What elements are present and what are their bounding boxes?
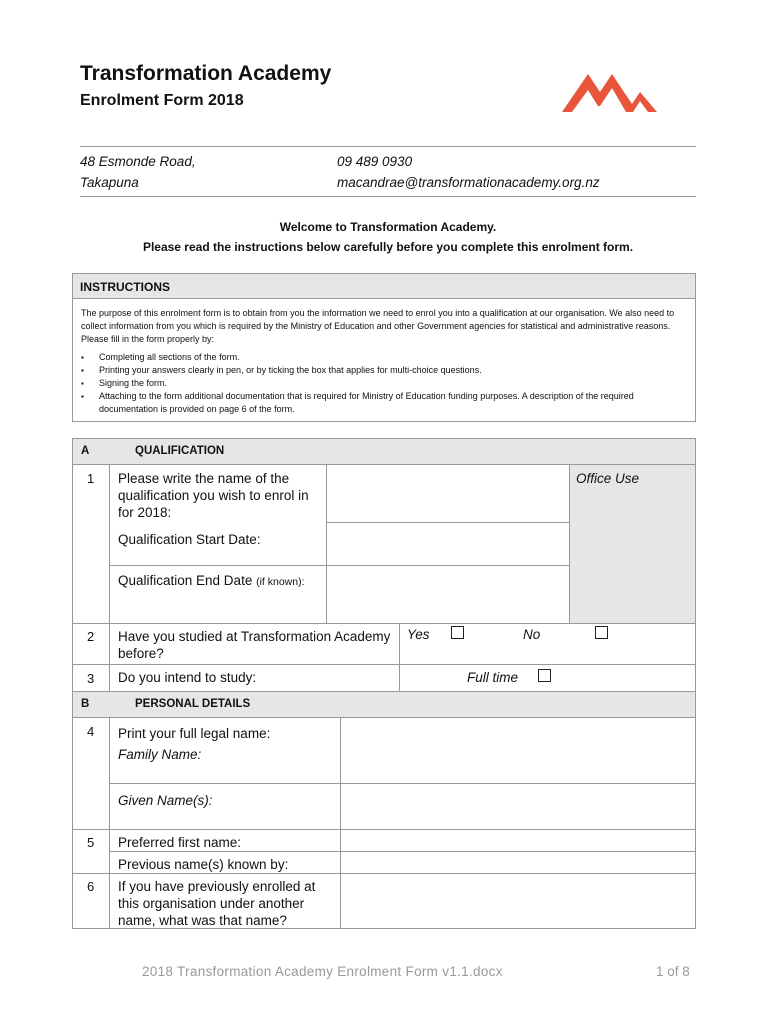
yes-label: Yes xyxy=(407,627,430,642)
question-4-label: Print your full legal name: xyxy=(118,726,271,741)
column-divider xyxy=(399,623,400,691)
question-2-label: Have you studied at Transformation Academy before? xyxy=(118,629,391,661)
contact-divider xyxy=(80,196,696,197)
question-5-number: 5 xyxy=(87,835,95,850)
end-date-input[interactable] xyxy=(327,566,569,623)
office-use-cell xyxy=(569,464,695,623)
list-item: ▪ Signing the form. xyxy=(81,377,686,390)
question-3-number: 3 xyxy=(87,671,95,686)
row-divider xyxy=(73,623,695,624)
footer-document-name: 2018 Transformation Academy Enrolment Form v1.1.docx xyxy=(142,964,503,979)
question-6-label: If you have previously enrolled at this organisation under another name, what was that name? xyxy=(118,879,316,928)
previous-names-input[interactable] xyxy=(341,852,695,873)
section-b-letter: B xyxy=(81,698,90,710)
question-2-number: 2 xyxy=(87,629,95,644)
page-number: 1 of 8 xyxy=(656,964,690,979)
other-name-input[interactable] xyxy=(341,874,695,928)
phone-number: 09 489 0930 xyxy=(337,154,413,169)
end-date-label xyxy=(118,572,305,591)
mountain-logo-icon xyxy=(560,70,660,115)
welcome-line-1: Welcome to Transformation Academy. xyxy=(279,220,497,234)
header-divider xyxy=(80,146,696,147)
section-a-letter: A xyxy=(81,445,90,457)
end-date-note: (if known): xyxy=(256,576,305,588)
instructions-paragraph: The purpose of this enrolment form is to obtain from you the information we need to enrol you into a qualification at our organisation. We also need to collect information from you which is required by the Ministry of Education and other Government agencies for statistical and administrative reasons. Please fill in the form properly by: xyxy=(81,308,675,344)
column-divider xyxy=(109,717,110,928)
section-b-heading: PERSONAL DETAILS xyxy=(135,698,251,710)
welcome-line-2: Please read the instructions below carefully before you complete this enrolment form. xyxy=(142,240,634,254)
instructions-box xyxy=(72,273,696,422)
row-divider xyxy=(73,691,695,692)
full-time-checkbox[interactable] xyxy=(538,669,551,682)
family-name-input[interactable] xyxy=(341,718,695,783)
question-3-label: Do you intend to study: xyxy=(118,670,257,685)
no-checkbox[interactable] xyxy=(595,626,608,639)
start-date-label: Qualification Start Date: xyxy=(118,532,261,547)
full-time-label: Full time xyxy=(467,670,519,685)
question-6-number: 6 xyxy=(87,879,95,894)
preferred-name-input[interactable] xyxy=(341,830,695,851)
column-divider xyxy=(109,464,110,691)
section-a-heading: QUALIFICATION xyxy=(135,445,225,457)
address-line-1: 48 Esmonde Road, xyxy=(80,154,196,169)
question-4-number: 4 xyxy=(87,724,95,739)
document-subtitle: Enrolment Form 2018 xyxy=(80,92,244,109)
question-1-label: Please write the name of the qualification you wish to enrol in for 2018: xyxy=(118,471,309,520)
no-label: No xyxy=(523,627,541,642)
instructions-heading: INSTRUCTIONS xyxy=(73,274,695,299)
address-block xyxy=(80,151,196,193)
office-use-label: Office Use xyxy=(576,471,640,486)
list-item: ▪ Printing your answers clearly in pen, or by ticking the box that applies for multi-choice questions. xyxy=(81,364,686,377)
yes-checkbox[interactable] xyxy=(451,626,464,639)
given-names-input[interactable] xyxy=(341,784,695,829)
email-address: macandrae@transformationacademy.org.nz xyxy=(337,175,600,190)
contact-block xyxy=(337,151,600,193)
column-divider xyxy=(569,464,570,623)
previous-names-label: Previous name(s) known by: xyxy=(118,857,289,872)
list-item: ▪ Completing all sections of the form. xyxy=(81,351,686,364)
family-name-label: Family Name: xyxy=(118,747,202,762)
qualification-name-input[interactable] xyxy=(327,465,569,522)
given-names-label: Given Name(s): xyxy=(118,793,213,808)
question-1-number: 1 xyxy=(87,471,95,486)
enrolment-form-table xyxy=(72,438,696,929)
question-5-label: Preferred first name: xyxy=(118,835,242,850)
list-item: ▪ Attaching to the form additional documentation that is required for Ministry of Education funding purposes. A description of the required documentation is provided on page 6 of the form. xyxy=(81,390,686,416)
row-divider xyxy=(73,664,695,665)
end-date-label-text: Qualification End Date xyxy=(118,573,253,588)
start-date-input[interactable] xyxy=(327,523,569,565)
instructions-list xyxy=(81,351,686,416)
address-line-2: Takapuna xyxy=(80,175,139,190)
document-title: Transformation Academy xyxy=(80,62,332,85)
